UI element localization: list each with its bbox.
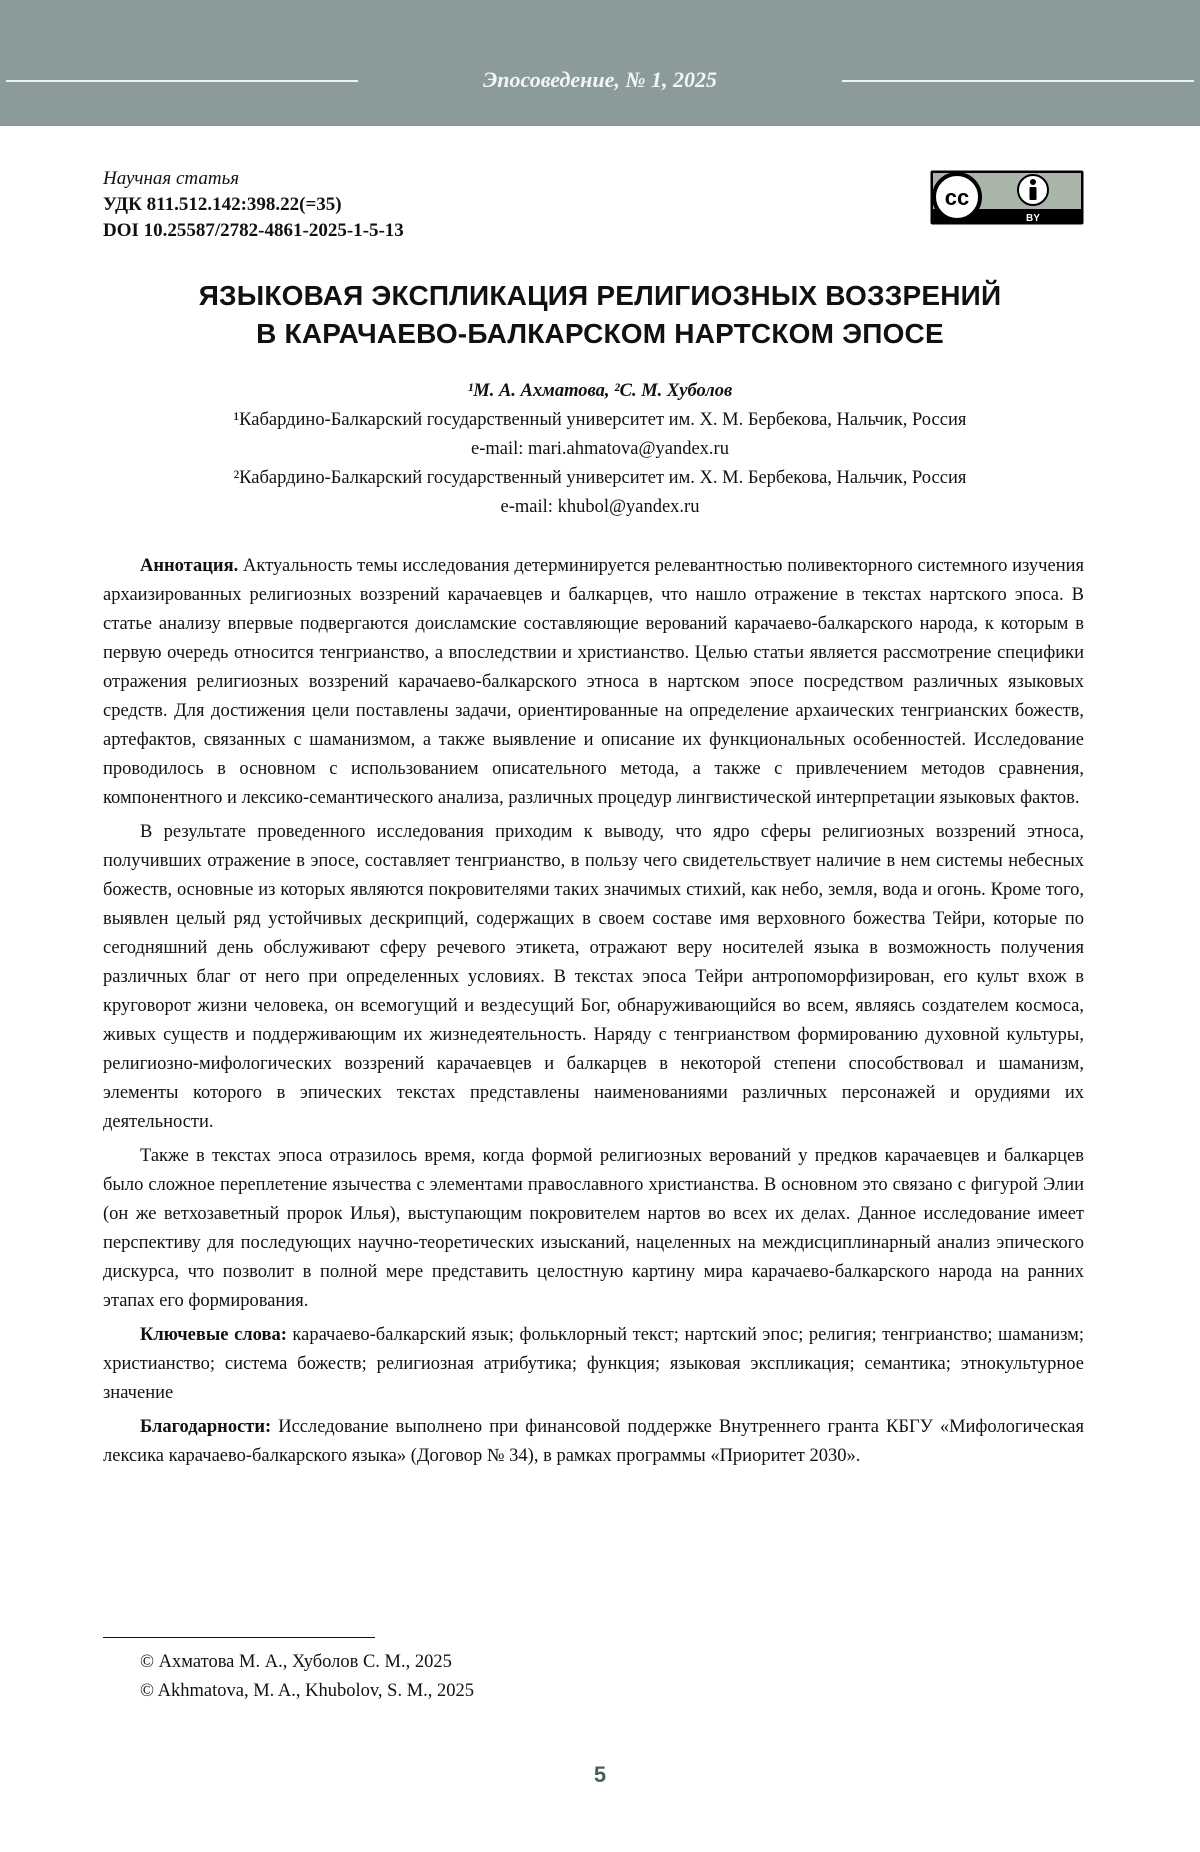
title-line-2: В КАРАЧАЕВО-БАЛКАРСКОМ НАРТСКОМ ЭПОСЕ xyxy=(256,318,944,349)
keywords-label: Ключевые слова: xyxy=(140,1325,287,1345)
keywords-text: карачаево-балкарский язык; фольклорный текст; нартский эпос; религия; тенгрианство; шаманизм; христианство; система божеств; религиозная атрибутика; функция; языковая экспликация; семантика; этнокультурное значение xyxy=(103,1325,1084,1403)
copyright-en: © Akhmatova, M. A., Khubolov, S. M., 2025 xyxy=(140,1681,475,1701)
email-1: e-mail: mari.ahmatova@yandex.ru xyxy=(471,439,729,459)
cc-by-icon xyxy=(930,170,1084,225)
keywords-paragraph xyxy=(103,1321,1084,1408)
footnotes xyxy=(140,1648,474,1706)
svg-text:cc: cc xyxy=(944,185,970,210)
authors-block xyxy=(60,377,1140,522)
abstract-section xyxy=(103,552,1084,1476)
journal-title: Эпосоведение, № 1, 2025 xyxy=(482,67,718,92)
article-type: Научная статья xyxy=(103,168,240,189)
acknowledgments-paragraph xyxy=(103,1413,1084,1471)
page-number: 5 xyxy=(593,1762,607,1787)
article-meta xyxy=(103,166,404,244)
abstract-label: Аннотация. xyxy=(140,556,239,576)
copyright-ru: © Ахматова М. А., Хуболов С. М., 2025 xyxy=(140,1652,452,1672)
title-line-1: ЯЗЫКОВАЯ ЭКСПЛИКАЦИЯ РЕЛИГИОЗНЫХ ВОЗЗРЕНИЙ xyxy=(198,280,1002,311)
abstract-text-1: Актуальность темы исследования детерминируется релевантностью поливекторного системного изучения архаизированных религиозных воззрений карачаевцев и балкарцев, что нашло отражение в текстах нартского эпоса. В статье анализу впервые подвергаются доисламские составляющие верований карачаево-балкарского народа, к которым в первую очередь относится тенгрианство, а впоследствии и христианство. Целью статьи является рассмотрение специфики отражения религиозных воззрений карачаево-балкарского этноса в нартском эпосе посредством различных языковых средств. Для достижения цели поставлены задачи, ориентированные на определение архаических тенгрианских божеств, артефактов, связанных с шаманизмом, а также выявление и описание их функциональных особенностей. Исследование проводилось в основном с использованием описательного метода, а также с привлечением методов сравнения, компонентного и лексико-семантического анализа, различных процедур лингвистической интерпретации языковых фактов. xyxy=(103,556,1085,808)
doi: DOI 10.25587/2782-4861-2025-1-5-13 xyxy=(103,220,404,241)
footnote-divider xyxy=(103,1637,375,1638)
header-rule-right xyxy=(842,80,1194,82)
acknowledgments-text: Исследование выполнено при финансовой поддержке Внутреннего гранта КБГУ «Мифологическая лексика карачаево-балкарского языка» (Договор № 34), в рамках программы «Приоритет 2030». xyxy=(103,1417,1085,1466)
article-title xyxy=(60,277,1140,353)
abstract-paragraph-1 xyxy=(103,552,1084,813)
acknowledgments-label: Благодарности: xyxy=(140,1417,272,1437)
email-2: e-mail: khubol@yandex.ru xyxy=(500,497,700,517)
journal-header-bar xyxy=(0,0,1200,126)
author-names: ¹М. А. Ахматова, ²С. М. Хуболов xyxy=(467,381,733,401)
cc-by-label: BY xyxy=(1026,213,1040,224)
header-rule-left xyxy=(6,80,358,82)
abstract-paragraph-3: Также в текстах эпоса отразилось время, когда формой религиозных верований у предков карачаевцев и балкарцев было сложное переплетение язычества с элементами православного христианства. В основном это связано с фигурой Элии (он же ветхозаветный пророк Илья), выступающим покровителем нартов во всех их делах. Данное исследование имеет перспективу для последующих научно-теоретических изысканий, нацеленных на междисциплинарный анализ эпического дискурса, что позволит в полной мере представить целостную картину мира карачаево-балкарского народа на ранних этапах его формирования. xyxy=(103,1146,1084,1311)
affiliation-2: ²Кабардино-Балкарский государственный университет им. Х. М. Бербекова, Нальчик, Россия xyxy=(233,468,967,488)
abstract-paragraph-2: В результате проведенного исследования приходим к выводу, что ядро сферы религиозных воззрений этноса, получивших отражение в эпосе, составляет тенгрианство, в пользу чего свидетельствует наличие в нем системы небесных божеств, основные из которых являются покровителями таких значимых стихий, как небо, земля, вода и огонь. Кроме того, выявлен целый ряд устойчивых дескрипций, содержащих в своем составе имя верховного божества Тейри, которые по сегодняшний день обслуживают сферу речевого этикета, отражают веру носителей языка в возможность получения различных благ от него при определенных условиях. В текстах эпоса Тейри антропоморфизирован, его культ вхож в круговорот жизни человека, он всемогущий и вездесущий Бог, обнаруживающийся во всем, являясь создателем космоса, живых существ и поддерживающим их жизнедеятельность. Наряду с тенгрианством формированию духовной культуры, религиозно-мифологических воззрений карачаевцев и балкарцев в некоторой степени способствовал и шаманизм, элементы которого в эпических текстах представлены наименованиями различных персонажей и орудиями их деятельности. xyxy=(103,822,1084,1132)
udk-code: УДК 811.512.142:398.22(=35) xyxy=(103,194,342,215)
affiliation-1: ¹Кабардино-Балкарский государственный университет им. Х. М. Бербекова, Нальчик, Россия xyxy=(233,410,967,430)
